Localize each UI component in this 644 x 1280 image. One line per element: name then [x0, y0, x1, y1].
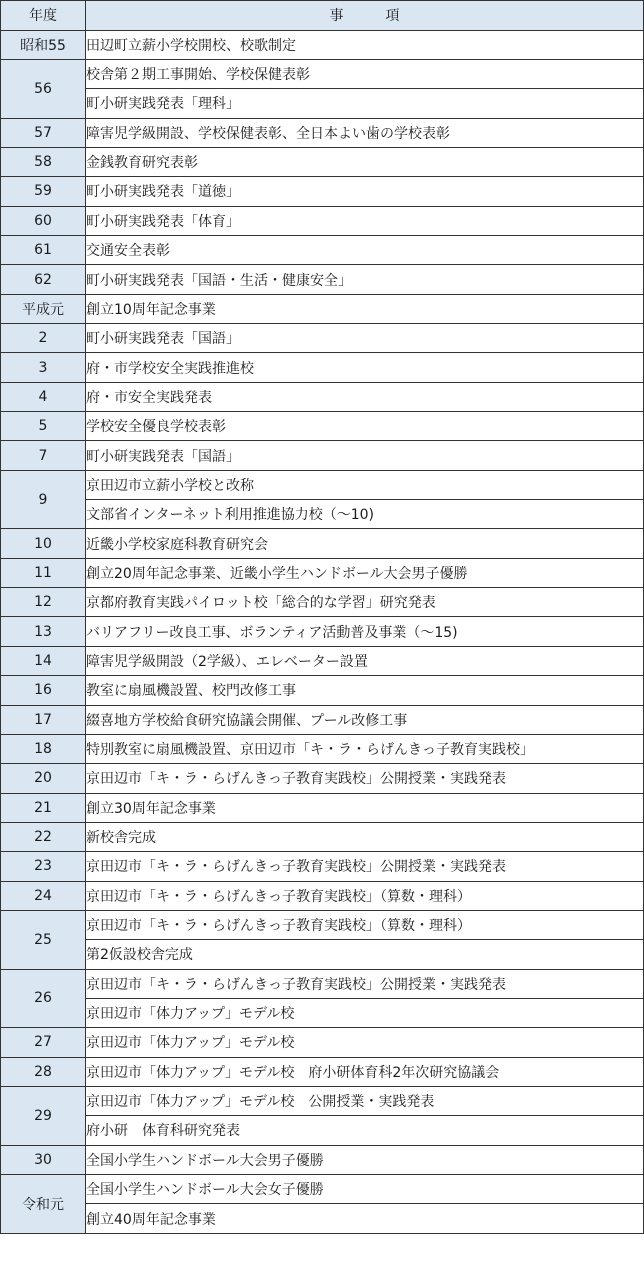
table-row	[1, 705, 644, 734]
table-row	[1, 764, 644, 793]
event-cell: 町小研実践発表「国語」	[86, 441, 644, 470]
year-cell: 23	[1, 852, 86, 881]
year-cell: 26	[1, 969, 86, 1028]
header-row	[1, 1, 644, 31]
event-cell: 町小研実践発表「体育」	[86, 206, 644, 235]
year-cell: 17	[1, 705, 86, 734]
event-cell: 町小研実践発表「国語・生活・健康安全」	[86, 265, 644, 294]
table-row	[1, 646, 644, 675]
year-cell: 13	[1, 617, 86, 646]
year-cell: 18	[1, 734, 86, 763]
event-cell: 障害児学級開設（2学級）、エレベーター設置	[86, 646, 644, 675]
year-cell: 12	[1, 588, 86, 617]
event-cell: 京田辺市「キ・ラ・らげんきっ子教育実践校」公開授業・実践発表	[86, 969, 644, 998]
year-cell: 21	[1, 793, 86, 822]
table-row	[1, 1086, 644, 1115]
table-row	[1, 1175, 644, 1204]
table-row	[1, 1145, 644, 1174]
event-cell: 創立10周年記念事業	[86, 294, 644, 323]
event-cell: 町小研実践発表「国語」	[86, 324, 644, 353]
table-row	[1, 998, 644, 1027]
year-cell: 10	[1, 529, 86, 558]
year-cell: 14	[1, 646, 86, 675]
event-cell: 京田辺市立薪小学校と改称	[86, 470, 644, 499]
event-cell: 特別教室に扇風機設置、京田辺市「キ・ラ・らげんきっ子教育実践校」	[86, 734, 644, 763]
year-cell: 28	[1, 1057, 86, 1086]
event-cell: 京田辺市「キ・ラ・らげんきっ子教育実践校」公開授業・実践発表	[86, 764, 644, 793]
table-row	[1, 1057, 644, 1086]
table-row	[1, 793, 644, 822]
year-cell: 22	[1, 822, 86, 851]
event-cell: 金銭教育研究表彰	[86, 147, 644, 176]
event-cell: 文部省インターネット利用推進協力校（～10)	[86, 500, 644, 529]
event-cell: 京田辺市「キ・ラ・らげんきっ子教育実践校」（算数・理科）	[86, 881, 644, 910]
table-row	[1, 588, 644, 617]
table-row	[1, 558, 644, 587]
table-row	[1, 470, 644, 499]
year-cell: 3	[1, 353, 86, 382]
event-cell: バリアフリー改良工事、ボランティア活動普及事業（～15)	[86, 617, 644, 646]
event-cell: 全国小学生ハンドボール大会男子優勝	[86, 1145, 644, 1174]
header-year: 年度	[1, 1, 86, 31]
year-cell: 62	[1, 265, 86, 294]
table-row	[1, 441, 644, 470]
table-row	[1, 969, 644, 998]
table-row	[1, 1116, 644, 1145]
event-cell: 京都府教育実践パイロット校「総合的な学習」研究発表	[86, 588, 644, 617]
year-cell: 59	[1, 177, 86, 206]
table-row	[1, 177, 644, 206]
table-row	[1, 822, 644, 851]
event-cell: 京田辺市「体力アップ」モデル校	[86, 1028, 644, 1057]
year-cell: 20	[1, 764, 86, 793]
year-cell: 2	[1, 324, 86, 353]
event-cell: 京田辺市「体力アップ」モデル校 公開授業・実践発表	[86, 1086, 644, 1115]
table-row	[1, 500, 644, 529]
event-cell: 教室に扇風機設置、校門改修工事	[86, 676, 644, 705]
event-cell: 町小研実践発表「理科」	[86, 89, 644, 118]
table-row	[1, 529, 644, 558]
year-cell: 25	[1, 910, 86, 969]
table-row	[1, 118, 644, 147]
year-cell: 30	[1, 1145, 86, 1174]
event-cell: 全国小学生ハンドボール大会女子優勝	[86, 1175, 644, 1204]
event-cell: 校舎第２期工事開始、学校保健表彰	[86, 59, 644, 88]
table-row	[1, 1028, 644, 1057]
table-row	[1, 881, 644, 910]
table-row	[1, 910, 644, 939]
year-cell: 24	[1, 881, 86, 910]
history-body	[1, 30, 644, 1233]
year-cell: 令和元	[1, 1175, 86, 1234]
event-cell: 京田辺市「キ・ラ・らげんきっ子教育実践校」（算数・理科）	[86, 910, 644, 939]
year-cell: 29	[1, 1086, 86, 1145]
header-event: 事 項	[86, 1, 644, 31]
event-cell: 綴喜地方学校給食研究協議会開催、プール改修工事	[86, 705, 644, 734]
event-cell: 京田辺市「体力アップ」モデル校 府小研体育科2年次研究協議会	[86, 1057, 644, 1086]
year-cell: 61	[1, 236, 86, 265]
year-cell: 昭和55	[1, 30, 86, 59]
year-cell: 57	[1, 118, 86, 147]
event-cell: 第2仮設校舎完成	[86, 940, 644, 969]
event-cell: 学校安全優良学校表彰	[86, 412, 644, 441]
year-cell: 5	[1, 412, 86, 441]
event-cell: 府小研 体育科研究発表	[86, 1116, 644, 1145]
event-cell: 近畿小学校家庭科教育研究会	[86, 529, 644, 558]
table-row	[1, 412, 644, 441]
year-cell: 60	[1, 206, 86, 235]
table-row	[1, 940, 644, 969]
year-cell: 16	[1, 676, 86, 705]
table-row	[1, 147, 644, 176]
table-row	[1, 236, 644, 265]
table-row	[1, 676, 644, 705]
event-cell: 新校舎完成	[86, 822, 644, 851]
year-cell: 58	[1, 147, 86, 176]
table-row	[1, 206, 644, 235]
event-cell: 交通安全表彰	[86, 236, 644, 265]
table-row	[1, 30, 644, 59]
event-cell: 京田辺市「キ・ラ・らげんきっ子教育実践校」公開授業・実践発表	[86, 852, 644, 881]
table-row	[1, 89, 644, 118]
event-cell: 府・市学校安全実践推進校	[86, 353, 644, 382]
year-cell: 4	[1, 382, 86, 411]
event-cell: 田辺町立薪小学校開校、校歌制定	[86, 30, 644, 59]
table-row	[1, 294, 644, 323]
event-cell: 府・市安全実践発表	[86, 382, 644, 411]
year-cell: 56	[1, 59, 86, 118]
year-cell: 11	[1, 558, 86, 587]
table-row	[1, 1204, 644, 1233]
event-cell: 創立30周年記念事業	[86, 793, 644, 822]
table-row	[1, 617, 644, 646]
year-cell: 平成元	[1, 294, 86, 323]
event-cell: 町小研実践発表「道徳」	[86, 177, 644, 206]
table-row	[1, 382, 644, 411]
table-row	[1, 734, 644, 763]
table-row	[1, 324, 644, 353]
event-cell: 創立20周年記念事業、近畿小学生ハンドボール大会男子優勝	[86, 558, 644, 587]
year-cell: 27	[1, 1028, 86, 1057]
event-cell: 京田辺市「体力アップ」モデル校	[86, 998, 644, 1027]
event-cell: 障害児学級開設、学校保健表彰、全日本よい歯の学校表彰	[86, 118, 644, 147]
table-row	[1, 265, 644, 294]
table-row	[1, 59, 644, 88]
year-cell: 9	[1, 470, 86, 529]
table-row	[1, 852, 644, 881]
event-cell: 創立40周年記念事業	[86, 1204, 644, 1233]
year-cell: 7	[1, 441, 86, 470]
table-row	[1, 353, 644, 382]
